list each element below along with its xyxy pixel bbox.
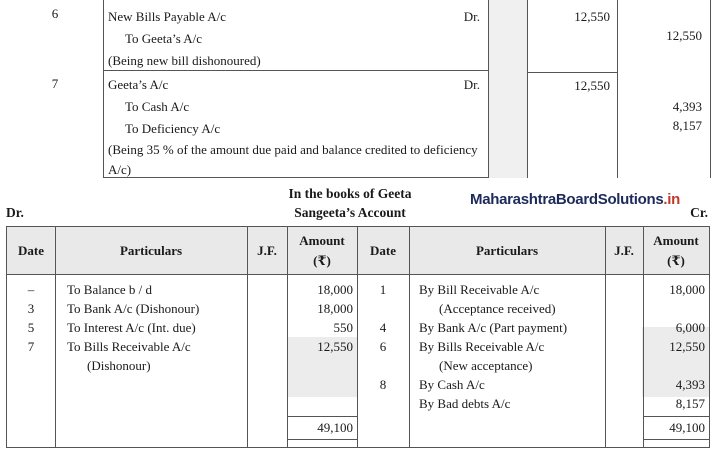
credit-particulars: By Bill Receivable A/c xyxy=(419,282,540,297)
debit-particulars: To Bills Receivable A/c xyxy=(67,339,191,354)
credit-particulars: (New acceptance) xyxy=(439,358,533,373)
debit-particulars: (Dishonour) xyxy=(87,358,151,373)
header-particulars: Particulars xyxy=(119,243,183,258)
header-amount xyxy=(287,227,357,275)
entry-number: 6 xyxy=(51,6,59,21)
journal-debit-divider xyxy=(527,72,617,73)
debit-date: – xyxy=(27,282,35,297)
credit-amount: 12,550 xyxy=(666,28,702,43)
debit-amount: 550 xyxy=(333,320,353,335)
entry-particulars xyxy=(103,74,488,180)
header-jf: J.F. xyxy=(614,243,634,258)
credit-date: 4 xyxy=(379,320,387,335)
credit-particulars: By Bills Receivable A/c xyxy=(419,339,545,354)
debit-total-rule xyxy=(287,416,357,417)
credit-amount: 8,157 xyxy=(675,396,705,411)
debit-date: 7 xyxy=(27,339,35,354)
credit-date: 1 xyxy=(379,282,387,297)
debit-account-name: New Bills Payable A/c xyxy=(108,9,227,24)
debit-particulars: To Bank A/c (Dishonour) xyxy=(67,301,200,316)
credit-date: 8 xyxy=(379,377,387,392)
brand-main: MaharashtraBoardSolutions xyxy=(470,191,664,208)
credit-account: To Deficiency A/c xyxy=(125,121,221,136)
credit-account: To Geeta’s A/c xyxy=(125,31,203,46)
debit-amount: 12,550 xyxy=(574,78,610,93)
header-jf: J.F. xyxy=(257,243,277,258)
credit-date: 6 xyxy=(379,339,387,354)
debit-amount: 12,550 xyxy=(574,9,610,24)
header-amount-unit: (₹) xyxy=(313,253,331,268)
brand-suffix: .in xyxy=(663,191,680,208)
credit-particulars: By Bad debts A/c xyxy=(419,396,511,411)
ledger-table xyxy=(6,226,710,448)
header-date: Date xyxy=(18,243,44,258)
journal-jf-column xyxy=(489,0,527,178)
cr-side-label: Cr. xyxy=(690,205,708,220)
credit-amount: 12,550 xyxy=(669,339,705,354)
debit-date: 5 xyxy=(27,320,35,335)
header-amount xyxy=(643,227,709,275)
header-date: Date xyxy=(370,243,396,258)
entry-particulars xyxy=(103,6,488,72)
credit-amount: 4,393 xyxy=(672,99,702,114)
debit-total-bottom-rule xyxy=(287,439,357,440)
header-amount-unit: (₹) xyxy=(667,253,685,268)
credit-total-rule xyxy=(643,416,709,417)
dr-side-label: Dr. xyxy=(6,205,24,220)
debit-amount: 12,550 xyxy=(317,339,353,354)
credit-particulars: By Bank A/c (Part payment) xyxy=(419,320,568,335)
dr-label: Dr. xyxy=(463,9,480,24)
credit-amount: 4,393 xyxy=(675,377,705,392)
journal-debit-right-rule xyxy=(617,0,618,178)
journal-jf-right-rule xyxy=(527,0,528,178)
header-amount-label: Amount xyxy=(299,233,345,248)
credit-account: To Cash A/c xyxy=(125,99,190,114)
debit-particulars: To Interest A/c (Int. due) xyxy=(67,320,196,335)
debit-amount: 18,000 xyxy=(317,301,353,316)
credit-particulars: (Acceptance received) xyxy=(439,301,556,316)
entry-number: 7 xyxy=(51,76,59,91)
journal-entries xyxy=(0,0,716,178)
ledger-heading xyxy=(0,185,716,225)
debit-total: 49,100 xyxy=(317,420,353,435)
site-watermark-logo xyxy=(470,191,680,208)
journal-credit-right-rule xyxy=(710,0,711,178)
debit-particulars: To Balance b / d xyxy=(67,282,153,297)
debit-account xyxy=(103,6,488,28)
narration: (Being 35 % of the amount due paid and balance credited to deficiency A/c) xyxy=(108,142,478,177)
debit-date: 3 xyxy=(27,301,35,316)
books-title: In the books of Geeta xyxy=(288,186,412,201)
header-particulars: Particulars xyxy=(475,243,539,258)
credit-amount: 18,000 xyxy=(669,282,705,297)
debit-account-name: Geeta’s A/c xyxy=(108,77,169,92)
credit-total: 49,100 xyxy=(669,420,705,435)
credit-amount: 8,157 xyxy=(672,118,702,133)
narration: (Being new bill dishonoured) xyxy=(108,53,261,68)
debit-amount: 18,000 xyxy=(317,282,353,297)
account-title: Sangeeta’s Account xyxy=(294,205,406,220)
credit-particulars: By Cash A/c xyxy=(419,377,485,392)
credit-amount: 6,000 xyxy=(675,320,705,335)
debit-account xyxy=(103,74,488,96)
dr-label: Dr. xyxy=(463,77,480,92)
credit-total-bottom-rule xyxy=(643,439,709,440)
header-amount-label: Amount xyxy=(653,233,699,248)
